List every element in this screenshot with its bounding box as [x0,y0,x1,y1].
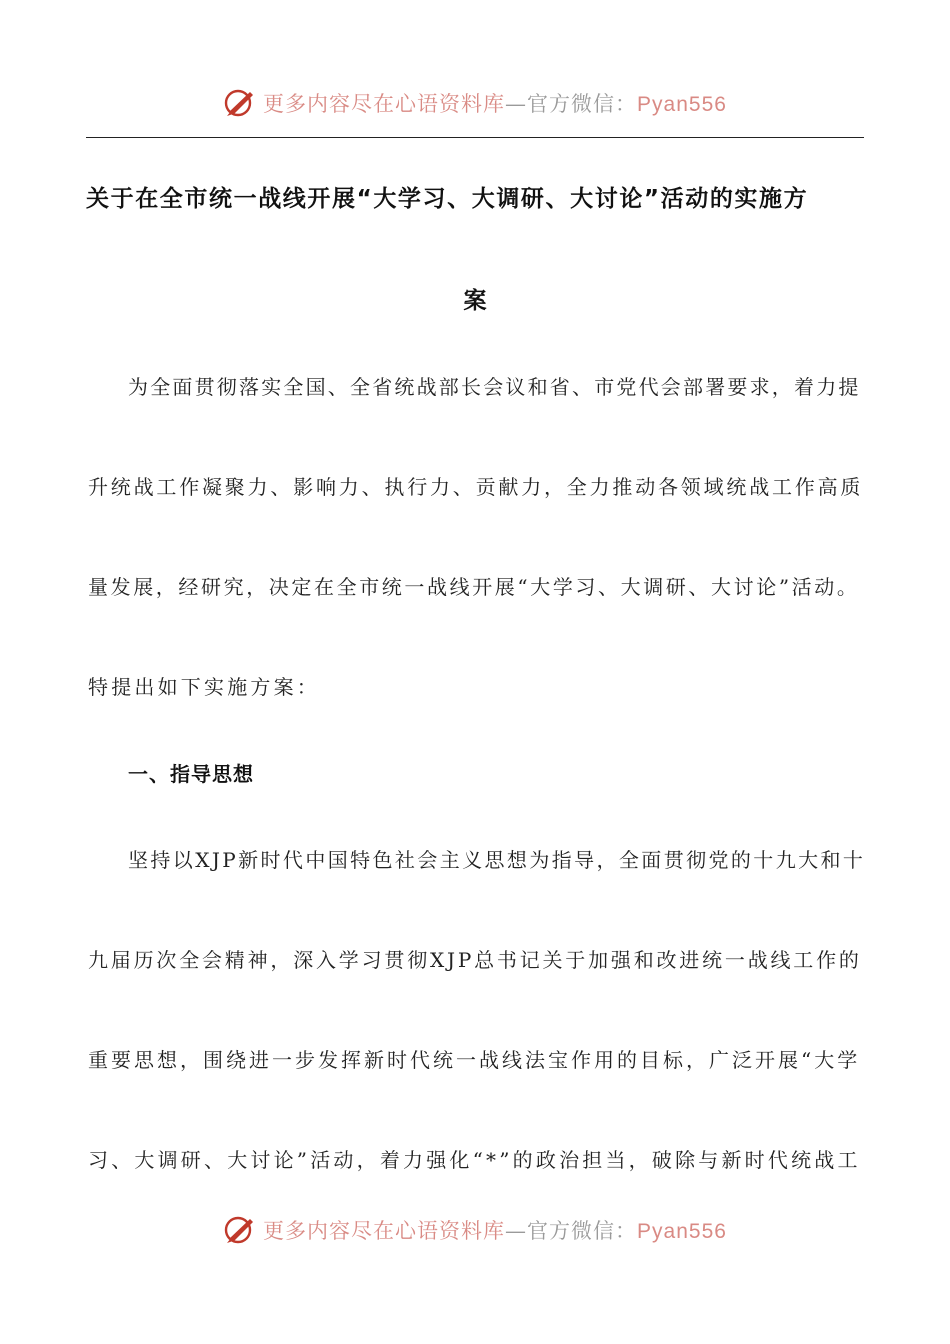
banner-wechat-label: —官方微信： [505,1219,638,1243]
header-banner [0,83,950,123]
intro-line: 升统战工作凝聚力、影响力、执行力、贡献力，全力推动各领域统战工作高质 [88,475,864,499]
banner-text [263,88,727,118]
intro-line: 为全面贯彻落实全国、全省统战部长会议和省、市党代会部署要求，着力提 [128,375,861,399]
section-line: 重要思想，围绕进一步发挥新时代统一战线法宝作用的目标，广泛开展“大学 [88,1048,861,1072]
header-divider [86,137,864,138]
banner-wechat-id: Pyan556 [637,1220,727,1243]
document-title-line-1: 关于在全市统一战线开展“大学习、大调研、大讨论”活动的实施方 [86,186,809,212]
section-line: 九届历次全会精神，深入学习贯彻XJP总书记关于加强和改进统一战线工作的 [88,948,862,972]
banner-wechat-id: Pyan556 [637,93,727,116]
pen-logo-icon [223,86,257,120]
document-title-line-2: 案 [463,288,487,314]
intro-line: 量发展，经研究，决定在全市统一战线开展“大学习、大调研、大讨论”活动。 [88,575,860,599]
banner-wechat-label: —官方微信： [505,92,638,116]
banner-text [263,1215,727,1245]
banner-brand: 更多内容尽在心语资料库 [263,1219,506,1243]
footer-banner [0,1210,950,1250]
banner-brand: 更多内容尽在心语资料库 [263,92,506,116]
section-heading: 一、指导思想 [128,762,254,786]
intro-line: 特提出如下实施方案： [88,675,320,699]
section-line: 习、大调研、大讨论”活动，着力强化“*”的政治担当，破除与新时代统战工 [88,1148,861,1172]
section-line: 坚持以XJP新时代中国特色社会主义思想为指导，全面贯彻党的十九大和十 [128,848,866,872]
pen-logo-icon [223,1213,257,1247]
